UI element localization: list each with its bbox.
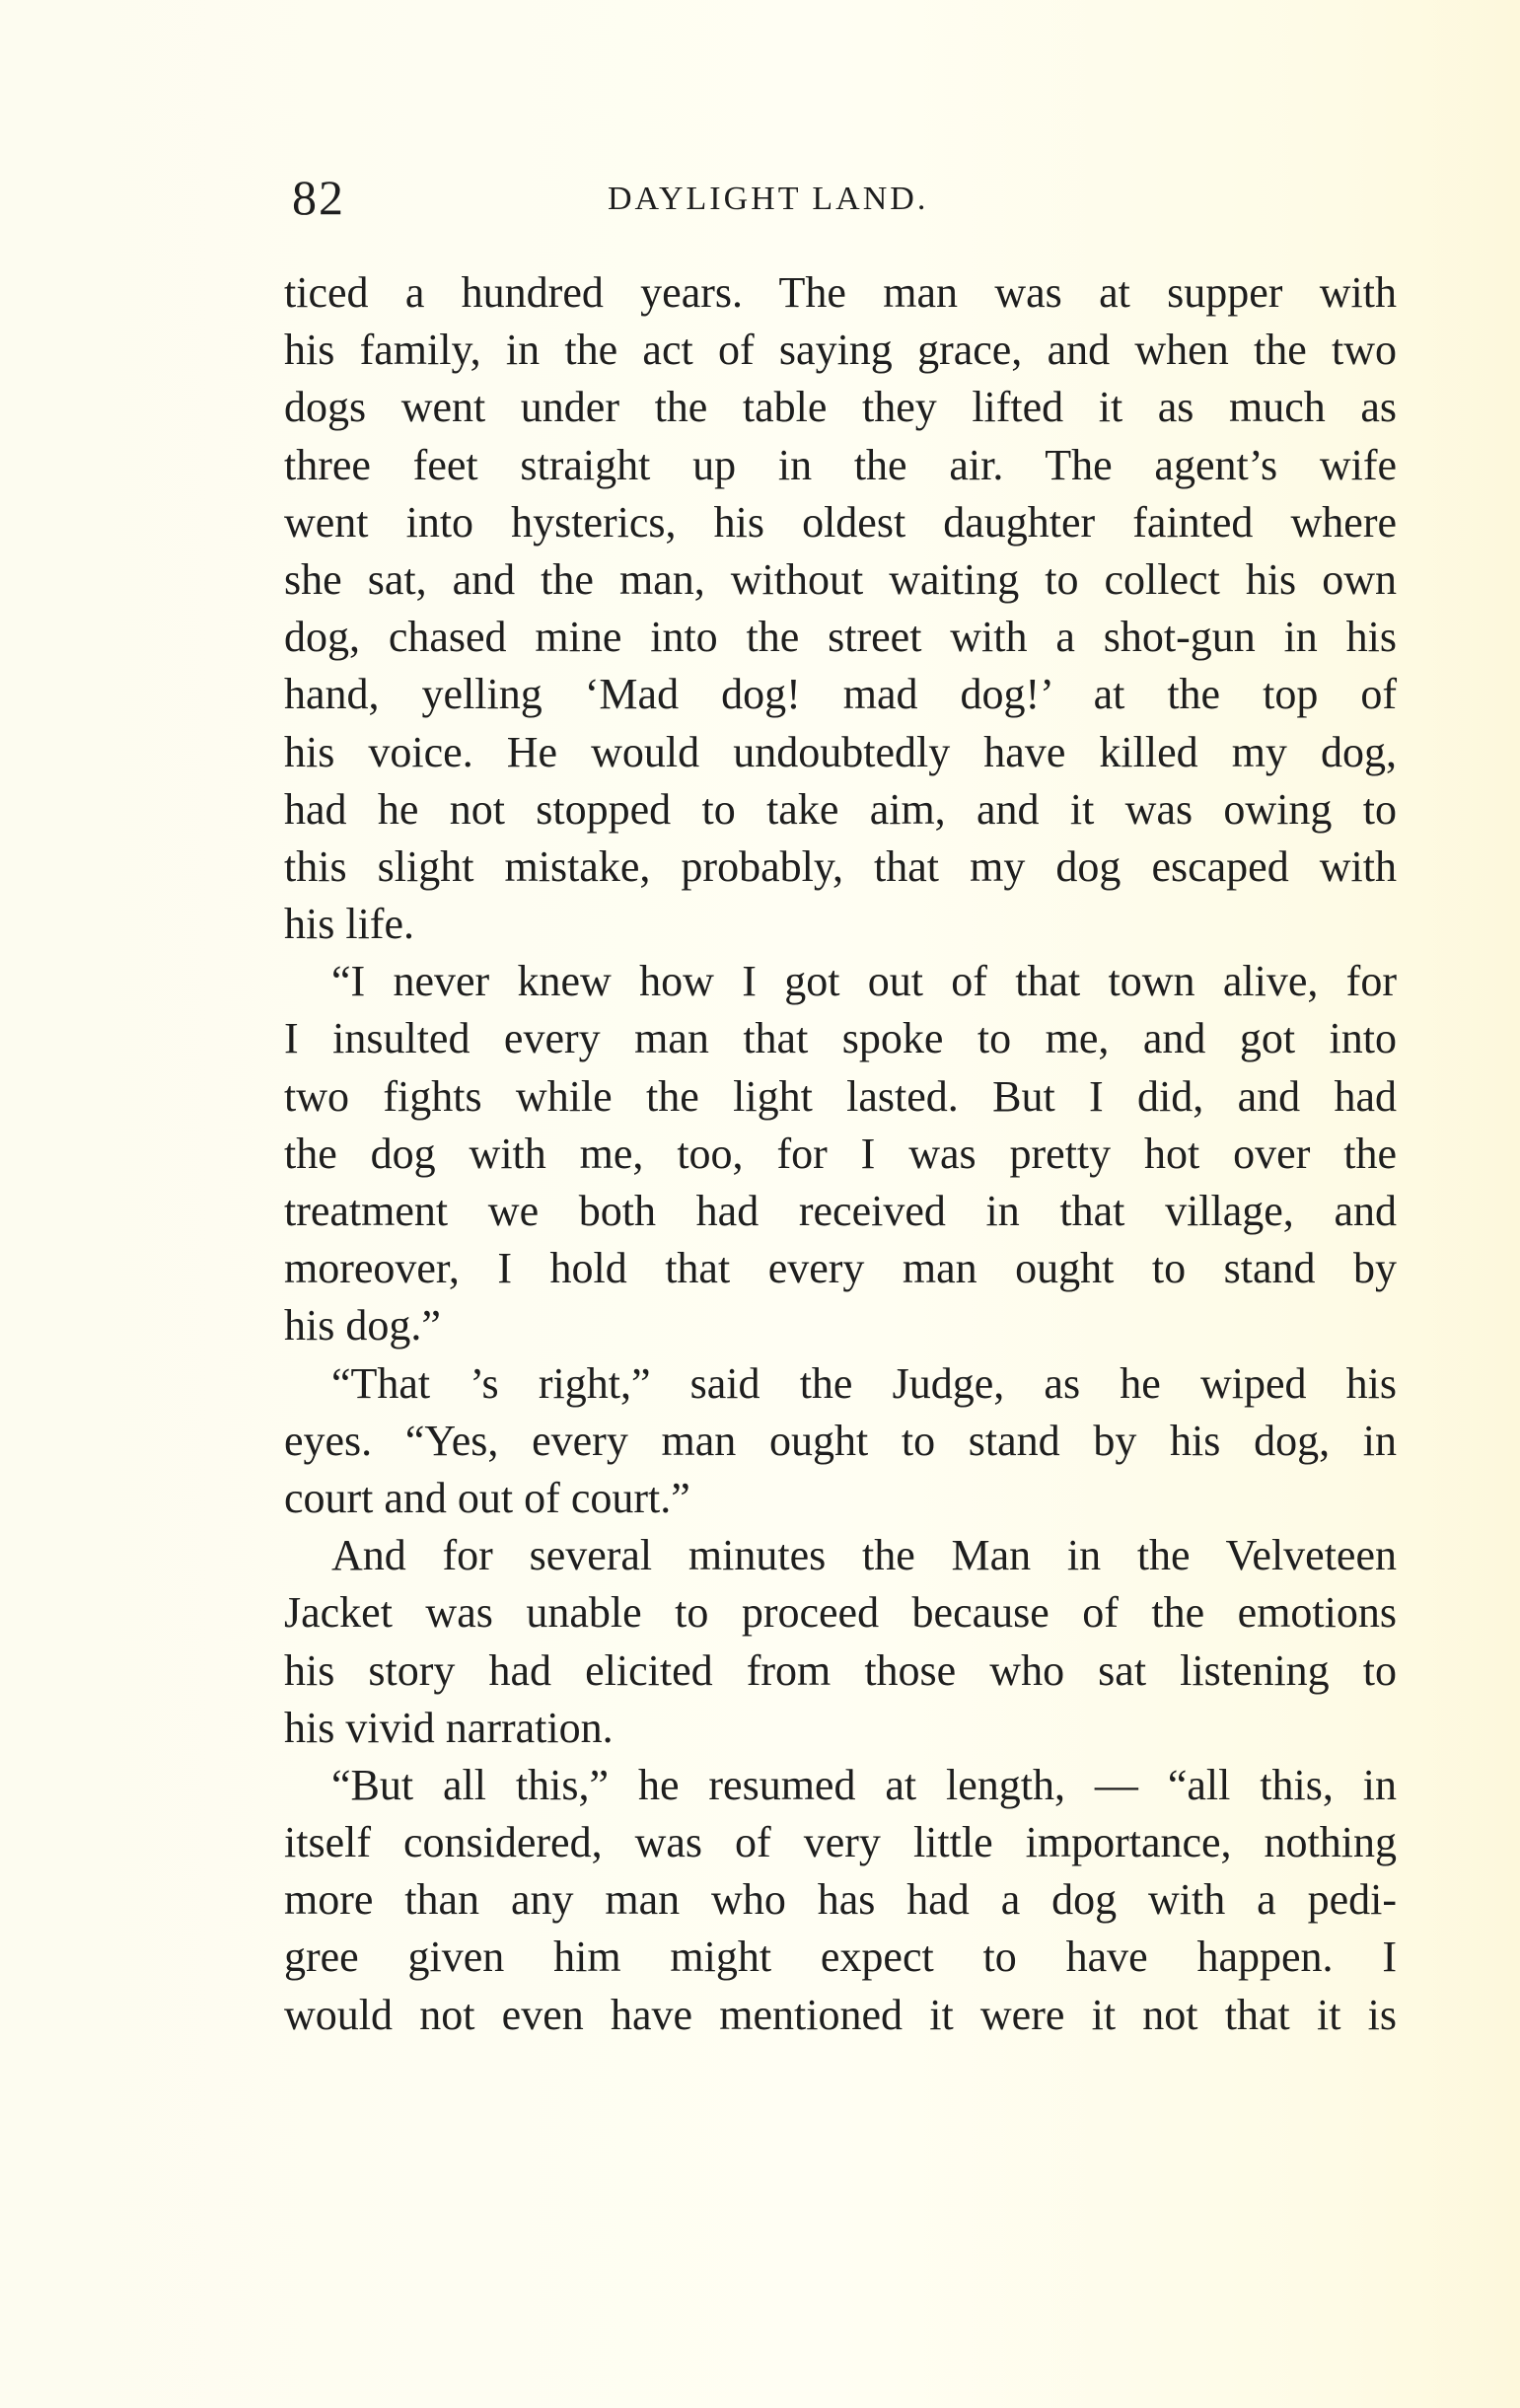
running-head <box>292 170 1395 229</box>
text-line: more than any man who has had a dog with a pedi- <box>284 1875 1397 1925</box>
text-line: this slight mistake, probably, that my dog escaped with <box>284 841 1397 891</box>
text-line: his dog.” <box>284 1301 441 1350</box>
text-line: court and out of court.” <box>284 1473 690 1522</box>
text-line: his vivid narration. <box>284 1703 614 1752</box>
text-line: his family, in the act of saying grace, and when the two <box>284 326 1397 375</box>
text-line: gree given him might expect to have happen. I <box>284 1933 1397 1982</box>
text-line: I insulted every man that spoke to me, and got into <box>284 1014 1397 1063</box>
text-line: his life. <box>284 900 414 949</box>
text-line: would not even have mentioned it were it not that it is <box>284 1990 1397 2039</box>
text-line: his voice. He would undoubtedly have killed my dog, <box>284 727 1397 776</box>
text-line: three feet straight up in the air. The agent’s wife <box>284 440 1397 489</box>
text-line: “That ’s right,” said the Judge, as he wiped his <box>331 1358 1397 1408</box>
text-line: treatment we both had received in that village, and <box>284 1187 1397 1235</box>
text-line: moreover, I hold that every man ought to stand by <box>284 1244 1397 1293</box>
text-line: dog, chased mine into the street with a shot-gun in his <box>284 613 1397 662</box>
text-line: she sat, and the man, without waiting to collect his own <box>284 554 1397 604</box>
text-line: “But all this,” he resumed at length, — “all this, in <box>331 1760 1397 1809</box>
text-line: “I never knew how I got out of that town alive, for <box>331 957 1397 1006</box>
text-line: went into hysterics, his oldest daughter fainted where <box>284 497 1397 547</box>
text-line: Jacket was unable to proceed because of the emotions <box>284 1588 1397 1638</box>
text-line: ticed a hundred years. The man was at supper with <box>284 268 1397 317</box>
text-line: two fights while the light lasted. But I did, and had <box>284 1071 1397 1121</box>
text-line: eyes. “Yes, every man ought to stand by his dog, in <box>284 1416 1397 1465</box>
body-text <box>284 264 1397 2044</box>
text-line: dogs went under the table they lifted it as much as <box>284 383 1397 432</box>
text-line: And for several minutes the Man in the Velveteen <box>331 1531 1397 1580</box>
running-title: DAYLIGHT LAND. <box>608 181 929 217</box>
page-number: 82 <box>292 170 345 225</box>
text-line: the dog with me, too, for I was pretty hot over the <box>284 1129 1397 1178</box>
text-line: itself considered, was of very little importance, nothing <box>284 1818 1397 1867</box>
text-line: hand, yelling ‘Mad dog! mad dog!’ at the top of <box>284 670 1397 719</box>
text-line: his story had elicited from those who sat listening to <box>284 1645 1397 1695</box>
text-line: had he not stopped to take aim, and it was owing to <box>284 784 1397 834</box>
